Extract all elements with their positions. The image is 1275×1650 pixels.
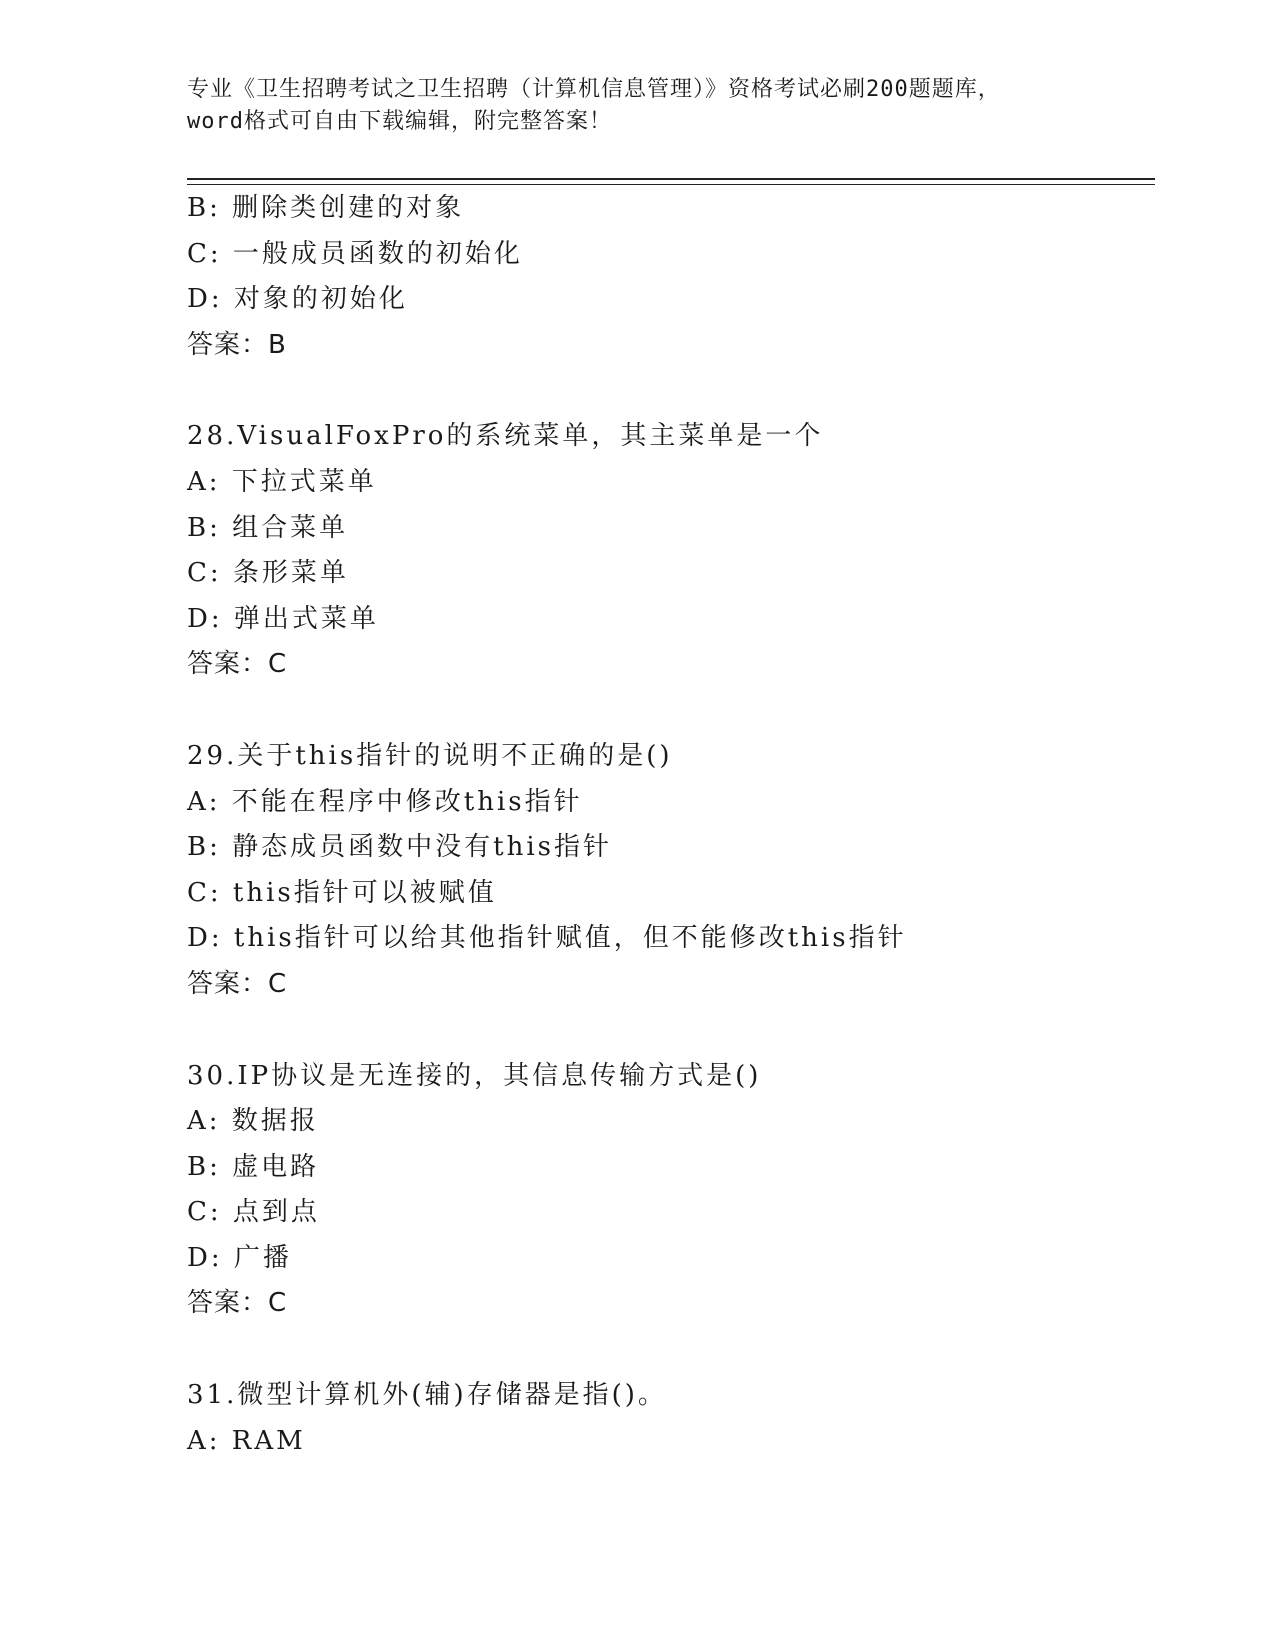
answer-label: 答案：C bbox=[187, 968, 288, 999]
option-b: B: 虚电路 bbox=[187, 1151, 320, 1182]
option-a: A: 下拉式菜单 bbox=[187, 466, 377, 497]
option-d: D: 弹出式菜单 bbox=[187, 603, 379, 634]
question-fragment bbox=[187, 186, 1155, 368]
option-d: D: 广播 bbox=[187, 1242, 292, 1273]
option-a: A: 数据报 bbox=[187, 1106, 319, 1137]
question-title: 30.IP协议是无连接的，其信息传输方式是() bbox=[187, 1060, 762, 1091]
answer-label: 答案：B bbox=[187, 329, 287, 360]
option-c: C: this指针可以被赋值 bbox=[187, 877, 497, 908]
document-header bbox=[187, 74, 1087, 138]
question-30 bbox=[187, 1054, 1155, 1328]
question-31 bbox=[187, 1373, 1155, 1464]
option-b: B: 静态成员函数中没有this指针 bbox=[187, 832, 612, 863]
question-title: 29.关于this指针的说明不正确的是() bbox=[187, 740, 673, 771]
header-divider bbox=[187, 178, 1155, 185]
option-c: C: 条形菜单 bbox=[187, 558, 349, 589]
question-title: 31.微型计算机外(辅)存储器是指()。 bbox=[187, 1380, 667, 1411]
question-title: 28.VisualFoxPro的系统菜单，其主菜单是一个 bbox=[187, 421, 824, 452]
option-b: B: 组合菜单 bbox=[187, 512, 349, 543]
option-c: C: 点到点 bbox=[187, 1197, 320, 1228]
option-c: C: 一般成员函数的初始化 bbox=[187, 238, 523, 269]
header-line-1: 专业《卫生招聘考试之卫生招聘（计算机信息管理）》资格考试必刷200题题库， bbox=[187, 77, 1001, 102]
answer-label: 答案：C bbox=[187, 1288, 288, 1319]
option-b: B: 删除类创建的对象 bbox=[187, 193, 465, 223]
option-a: A: 不能在程序中修改this指针 bbox=[187, 786, 583, 817]
question-28 bbox=[187, 414, 1155, 688]
option-d: D: 对象的初始化 bbox=[187, 284, 408, 315]
question-29 bbox=[187, 734, 1155, 1008]
answer-label: 答案：C bbox=[187, 649, 288, 680]
question-list bbox=[187, 186, 1155, 1464]
header-line-2: word格式可自由下载编辑，附完整答案！ bbox=[187, 109, 612, 134]
option-d: D: this指针可以给其他指针赋值，但不能修改this指针 bbox=[187, 923, 907, 954]
option-a: A: RAM bbox=[187, 1425, 306, 1456]
